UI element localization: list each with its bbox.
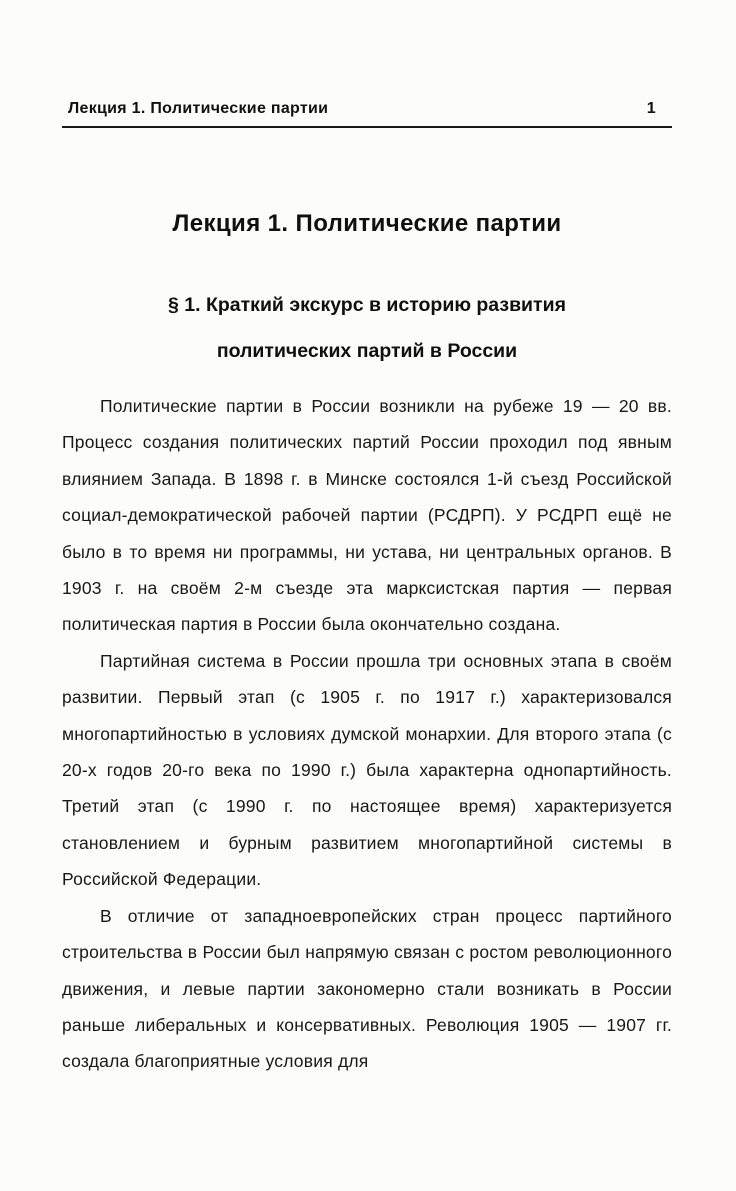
- paragraph: Политические партии в России возникли на рубеже 19 — 20 вв. Процесс создания политических партий России проходил под явным влиянием Запада. В 1898 г. в Минске состоялся 1-й съезд Российской социал-демократической рабочей партии (РСДРП). У РСДРП ещё не было в то время ни программы, ни устава, ни центральных органов. В 1903 г. на своём 2-м съезде эта марксистская партия — первая политическая партия в России была окончательно создана.: [62, 396, 672, 635]
- section-heading-line-1: § 1. Краткий экскурс в историю развития: [168, 294, 566, 316]
- running-header: [62, 100, 672, 124]
- running-header-page-number: 1: [646, 100, 656, 117]
- section-heading-line-2: политических партий в России: [216, 340, 518, 362]
- paragraph: В отличие от западноевропейских стран процесс партийного строительства в России был напрямую связан с ростом революционного движения, и левые партии закономерно стали возникать в России раньше либеральных и консервативных. Революция 1905 — 1907 гг. создала благоприятные условия для: [62, 905, 672, 1072]
- body-text: [62, 388, 672, 1080]
- section-heading: [62, 282, 672, 374]
- header-rule: [62, 126, 672, 128]
- paragraph: Партийная система в России прошла три основных этапа в своём развитии. Первый этап (с 1905 г. по 1917 г.) характеризовался многопартийностью в условиях думской монархии. Для второго этапа (с 20-х годов 20-го века по 1990 г.) была характерна однопартийность. Третий этап (с 1990 г. по настоящее время) характеризуется становлением и бурным развитием многопартийной системы в Российской Федерации.: [62, 650, 672, 890]
- page-title: Лекция 1. Политические партии: [172, 210, 562, 237]
- running-header-title: Лекция 1. Политические партии: [68, 100, 329, 117]
